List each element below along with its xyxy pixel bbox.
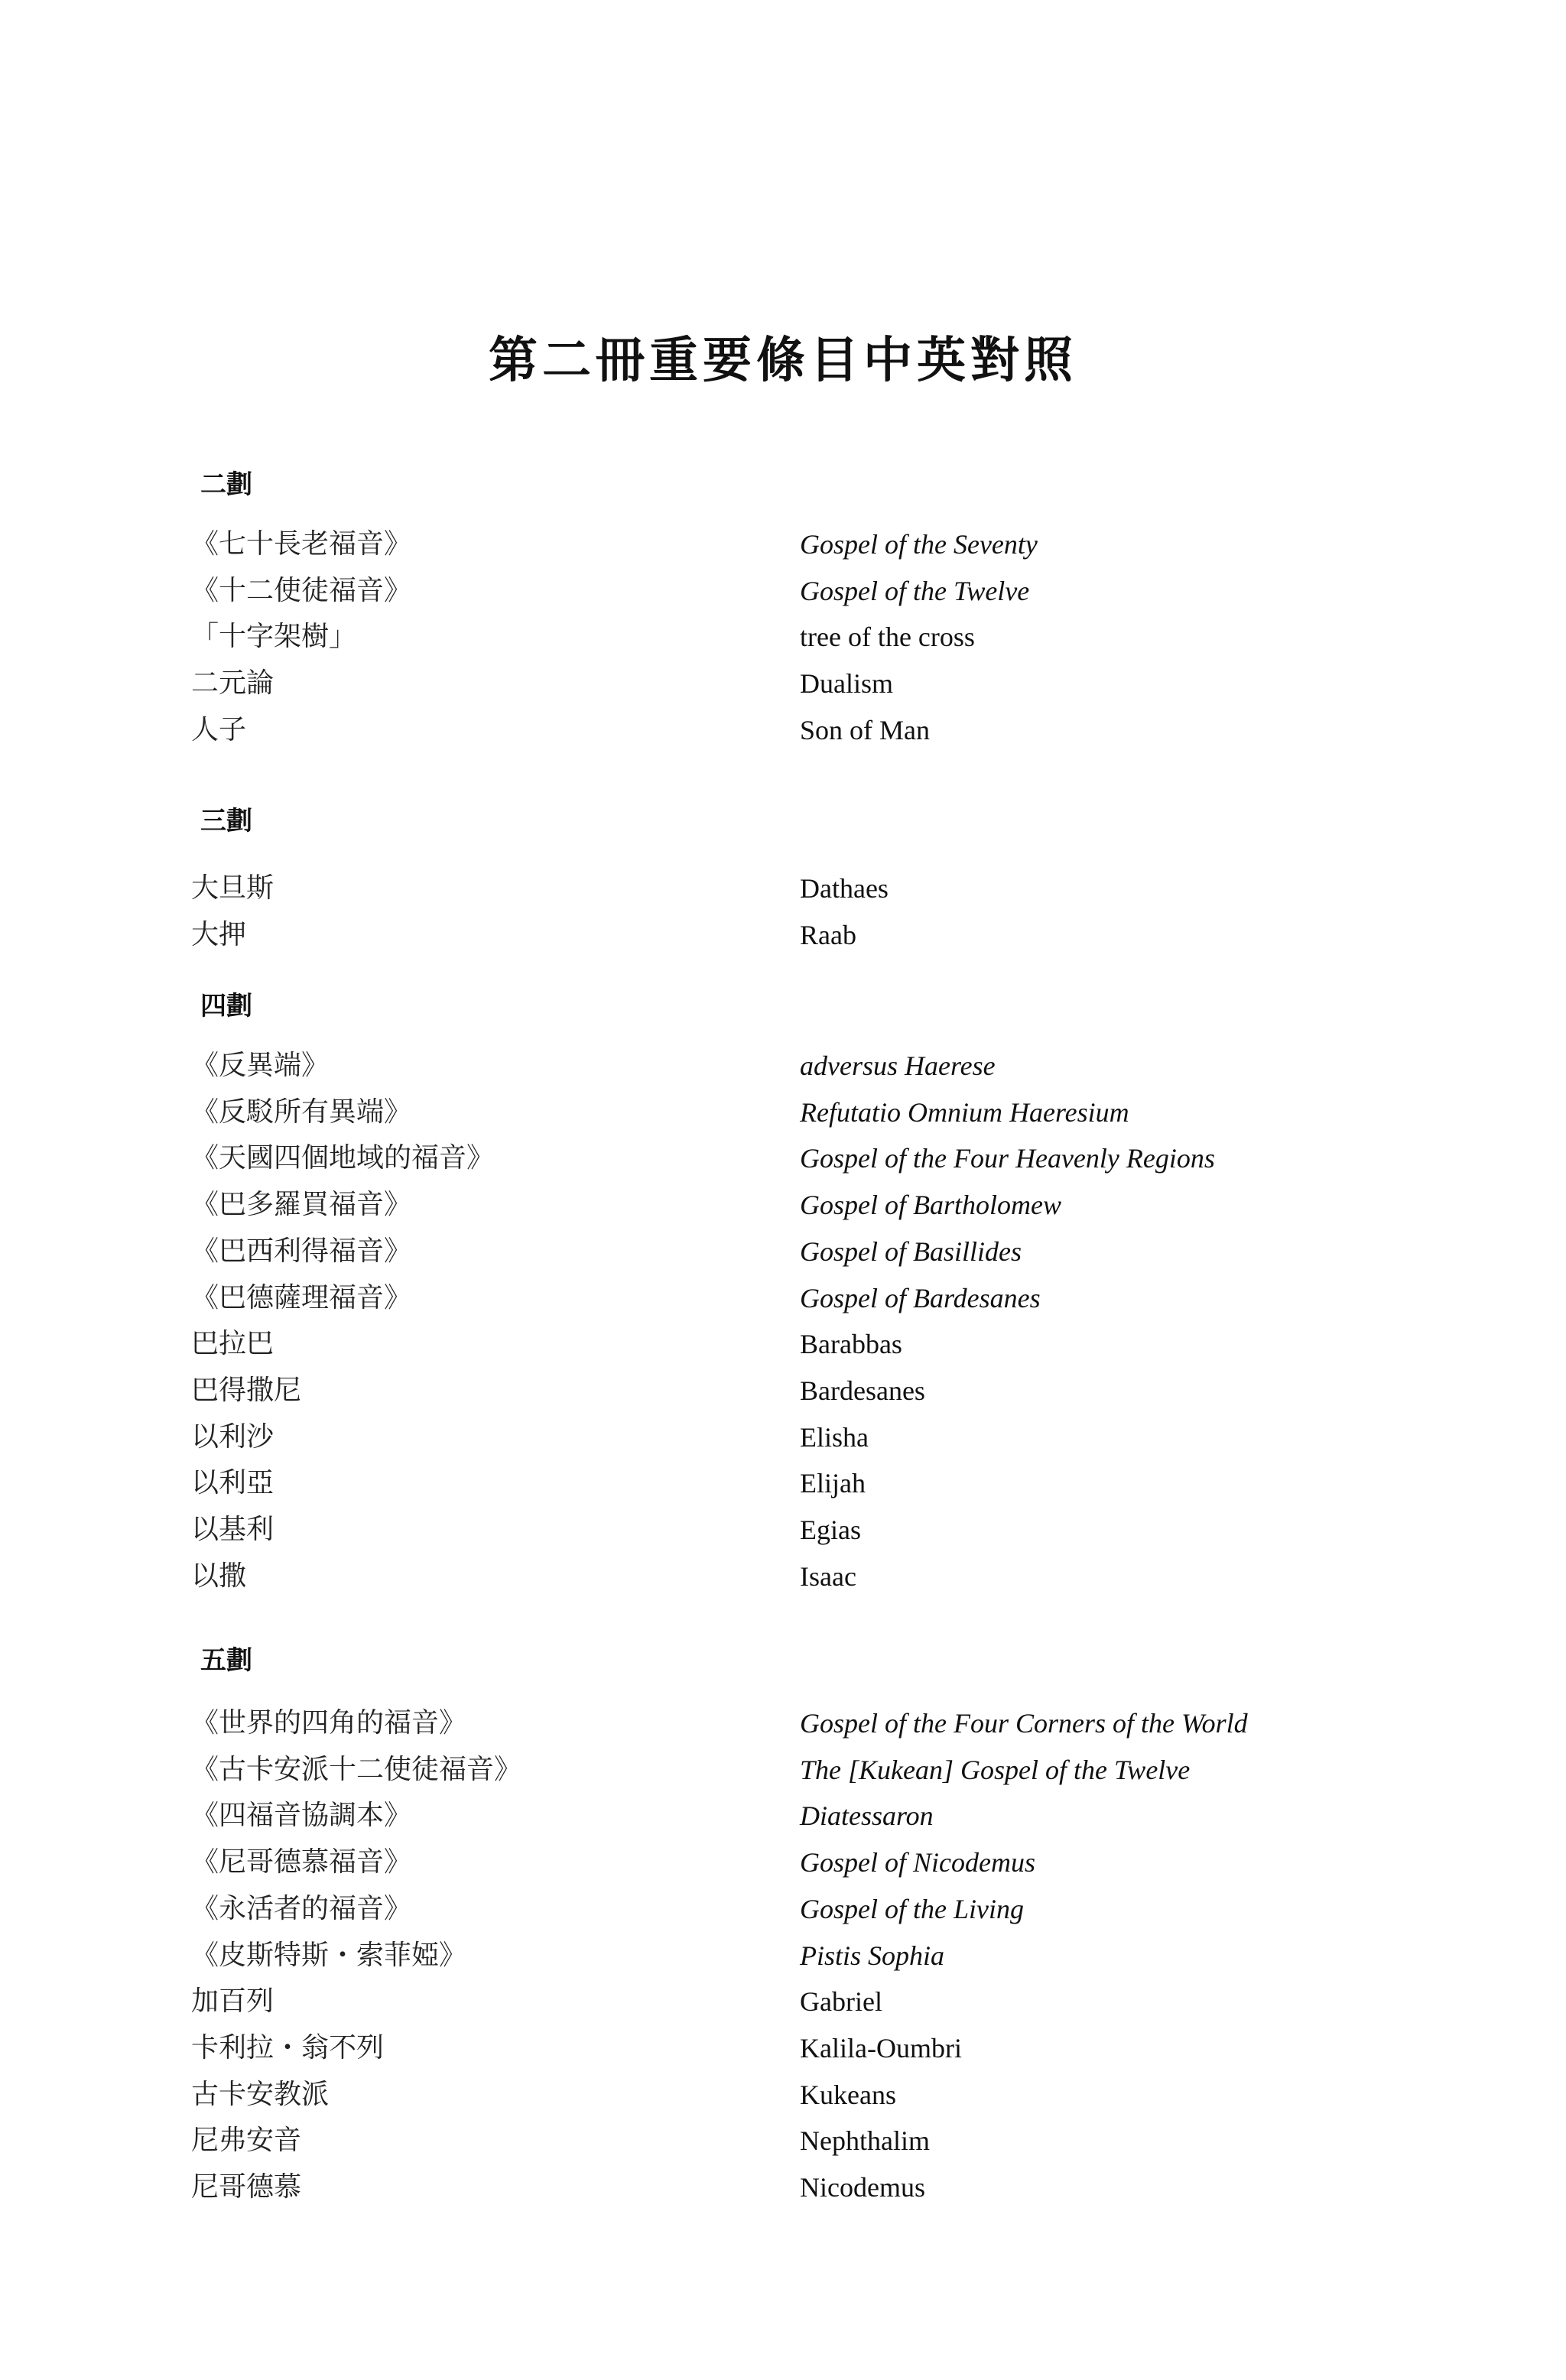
english-term: tree of the cross [800,622,975,652]
english-term: Kalila-Oumbri [800,2033,962,2063]
english-term: Gospel of the Four Heavenly Regions [800,1143,1215,1174]
glossary-entry [0,1700,1566,1746]
chinese-term: 古卡安教派 [191,2079,330,2110]
english-term: Gospel of Bardesanes [800,1283,1041,1313]
chinese-term: 《七十長老福音》 [191,528,412,560]
english-term: Diatessaron [800,1800,934,1831]
chinese-term: 《巴多羅買福音》 [191,1189,412,1220]
section-heading: 三劃 [200,806,252,836]
glossary-entry [0,614,1566,660]
glossary-entry [0,1229,1566,1274]
english-term: Elisha [800,1422,869,1453]
glossary-entry [0,1507,1566,1553]
glossary-entry [0,1135,1566,1181]
glossary-entry [0,912,1566,958]
section-heading: 四劃 [200,991,252,1021]
english-term: Barabbas [800,1329,902,1359]
chinese-term: 《四福音協調本》 [191,1800,412,1831]
glossary-entry [0,2025,1566,2071]
glossary-entry [0,1321,1566,1367]
english-term: Pistis Sophia [800,1940,945,1971]
chinese-term: 巴得撒尼 [191,1375,302,1406]
glossary-entry [0,1043,1566,1089]
chinese-term: 巴拉巴 [191,1328,275,1359]
page-title: 第二冊重要條目中英對照 [489,332,1077,389]
chinese-term: 大押 [191,919,247,950]
glossary-entry [0,521,1566,567]
english-term: Kukeans [800,2080,896,2110]
english-term: Gospel of the Twelve [800,576,1030,606]
english-term: adversus Haerese [800,1050,996,1081]
chinese-term: 二元論 [191,667,275,699]
english-term: Gospel of the Four Corners of the World [800,1708,1248,1739]
chinese-term: 《巴德薩理福音》 [191,1282,412,1313]
chinese-term: 《十二使徒福音》 [191,575,412,606]
chinese-term: 《反異端》 [191,1050,330,1081]
chinese-term: 《古卡安派十二使徒福音》 [191,1754,522,1785]
chinese-term: 以利沙 [191,1421,275,1453]
chinese-term: 《天國四個地域的福音》 [191,1142,495,1174]
chinese-term: 《巴西利得福音》 [191,1235,412,1267]
chinese-term: 「十字架樹」 [191,621,357,652]
english-term: Isaac [800,1561,856,1592]
chinese-term: 《世界的四角的福音》 [191,1707,467,1739]
chinese-term: 加百列 [191,1985,275,2017]
glossary-entry [0,1933,1566,1979]
glossary-entry [0,2072,1566,2118]
english-term: Raab [800,920,856,950]
english-term: Gospel of Bartholomew [800,1190,1061,1220]
section-heading: 五劃 [200,1645,252,1676]
glossary-entry [0,1414,1566,1460]
glossary-entry [0,2118,1566,2164]
glossary-entry [0,1275,1566,1321]
glossary-entry [0,1839,1566,1885]
chinese-term: 尼弗安音 [191,2125,302,2156]
glossary-entry [0,1182,1566,1228]
chinese-term: 以撒 [191,1560,247,1592]
english-term: The [Kukean] Gospel of the Twelve [800,1755,1191,1785]
chinese-term: 卡利拉・翁不列 [191,2032,385,2063]
english-term: Nicodemus [800,2172,925,2203]
glossary-entry [0,568,1566,614]
chinese-term: 以基利 [191,1514,275,1545]
chinese-term: 尼哥德慕 [191,2171,302,2203]
glossary-entry [0,1554,1566,1599]
glossary-entry [0,1979,1566,2024]
english-term: Nephthalim [800,2125,930,2156]
english-term: Son of Man [800,715,930,745]
chinese-term: 《反駁所有異端》 [191,1096,412,1128]
glossary-entry [0,661,1566,706]
glossary-entry [0,1089,1566,1135]
english-term: Gospel of Nicodemus [800,1847,1035,1878]
chinese-term: 人子 [191,714,247,745]
glossary-entry [0,1368,1566,1414]
glossary-entry [0,1886,1566,1932]
english-term: Dathaes [800,873,889,904]
english-term: Egias [800,1515,861,1545]
glossary-entry [0,1793,1566,1839]
glossary-entry [0,865,1566,911]
english-term: Bardesanes [800,1375,925,1406]
glossary-entry [0,1460,1566,1506]
chinese-term: 《尼哥德慕福音》 [191,1846,412,1878]
glossary-entry [0,2164,1566,2210]
english-term: Gospel of the Living [800,1894,1024,1924]
chinese-term: 《永活者的福音》 [191,1893,412,1924]
chinese-term: 《皮斯特斯・索菲婭》 [191,1940,467,1971]
english-term: Dualism [800,668,893,699]
english-term: Gabriel [800,1986,882,2017]
chinese-term: 以利亞 [191,1467,275,1498]
english-term: Gospel of Basillides [800,1236,1022,1267]
english-term: Elijah [800,1468,866,1498]
glossary-entry [0,707,1566,753]
chinese-term: 大旦斯 [191,872,275,904]
english-term: Refutatio Omnium Haeresium [800,1097,1129,1128]
glossary-entry [0,1747,1566,1793]
english-term: Gospel of the Seventy [800,529,1038,560]
section-heading: 二劃 [200,469,252,500]
